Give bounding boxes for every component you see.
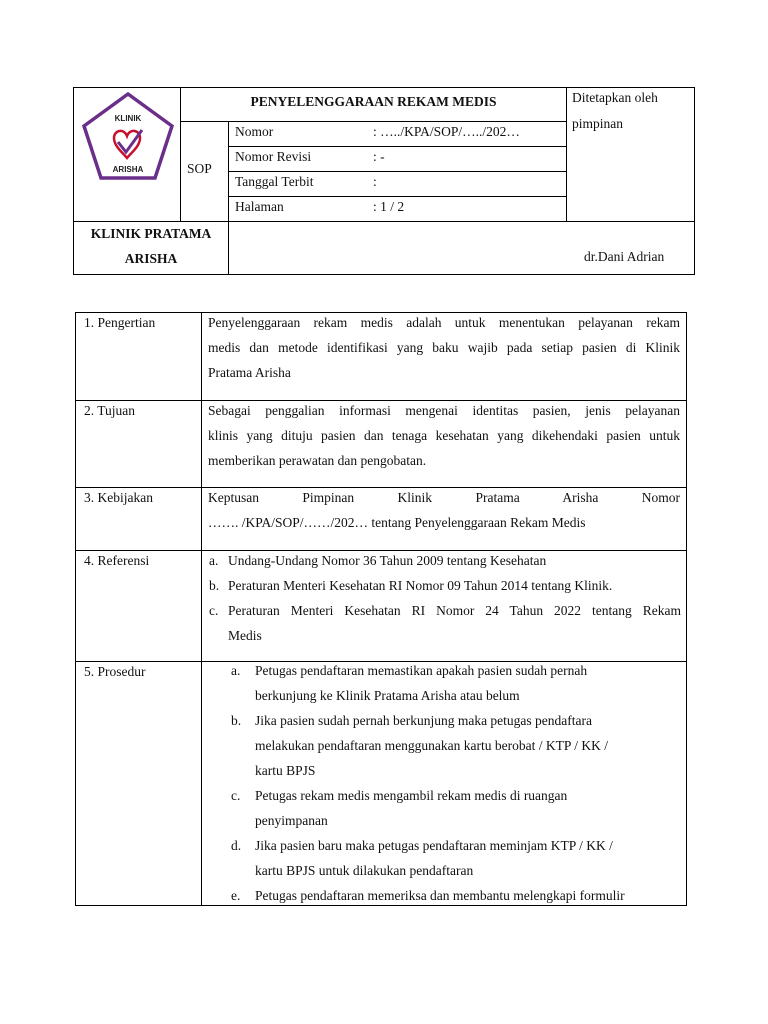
- document-title: PENYELENGGARAAN REKAM MEDIS: [250, 94, 497, 109]
- border: [686, 312, 687, 906]
- list-marker: b.: [209, 578, 220, 593]
- list-item: [231, 658, 681, 708]
- list-marker: a.: [209, 553, 219, 568]
- border: [228, 196, 567, 197]
- list-text: [228, 598, 681, 648]
- field-value-nomor: : …../KPA/SOP/…../202…: [373, 124, 520, 139]
- list-text: [255, 783, 567, 833]
- list-item: [231, 833, 681, 883]
- text-line: Petugas rekam medis mengambil rekam medis di ruangan: [255, 788, 568, 803]
- border: [201, 312, 202, 906]
- text-line: Sebagai penggalian informasi mengenai identitas pasien, jenis pelayanan: [208, 403, 680, 418]
- text-line: Medis: [228, 628, 262, 643]
- border: [73, 274, 695, 275]
- list-text: [255, 708, 608, 783]
- list-text: [255, 658, 587, 708]
- section-label-prosedur: 5. Prosedur: [84, 664, 146, 679]
- text-line: Undang-Undang Nomor 36 Tahun 2009 tentang Kesehatan: [228, 553, 547, 568]
- section-text-tujuan: [208, 398, 680, 473]
- signatory-name: dr.Dani Adrian: [584, 249, 665, 264]
- section-label-referensi: 4. Referensi: [84, 553, 150, 568]
- border: [75, 312, 76, 906]
- text-line: penyimpanan: [255, 813, 328, 828]
- list-text: [255, 833, 613, 883]
- list-item: [231, 883, 681, 905]
- text-line: Petugas pendaftaran memeriksa dan membantu melengkapi formulir: [255, 888, 625, 903]
- border: [73, 87, 695, 88]
- text-line: Peraturan Menteri Kesehatan RI Nomor 09 Tahun 2014 tentang Klinik.: [228, 578, 613, 593]
- field-label-nomor: Nomor: [235, 124, 274, 139]
- text-line: Peraturan Menteri Kesehatan RI Nomor 24 Tahun 2022 tentang Rekam: [228, 603, 681, 618]
- text-line: medis dan metode identifikasi yang baku wajib pada setiap pasien di Klinik: [208, 340, 680, 355]
- field-label-tanggal-terbit: Tanggal Terbit: [235, 174, 314, 189]
- logo-bottom-text: ARISHA: [112, 165, 144, 174]
- field-value-halaman: : 1 / 2: [373, 199, 405, 214]
- list-item: [231, 708, 681, 783]
- text-line: Pratama Arisha: [208, 365, 291, 380]
- section-text-kebijakan: [208, 485, 680, 535]
- list-item: [209, 573, 681, 598]
- section-text-pengertian: [208, 310, 680, 385]
- text-line: melakukan pendaftaran menggunakan kartu berobat / KTP / KK /: [255, 738, 609, 753]
- border: [75, 905, 687, 906]
- list-text: [228, 573, 612, 598]
- border: [180, 121, 567, 122]
- border: [228, 171, 567, 172]
- border: [228, 121, 229, 275]
- approval-label-2: pimpinan: [572, 116, 623, 131]
- list-marker: b.: [231, 713, 242, 728]
- clinic-name: KLINIK PRATAMA: [90, 226, 212, 241]
- clinic-logo: [80, 90, 176, 186]
- list-text: [255, 883, 625, 905]
- field-value-nomor-revisi: : -: [373, 149, 385, 164]
- text-line: berkunjung ke Klinik Pratama Arisha atau belum: [255, 688, 520, 703]
- section-label-pengertian: 1. Pengertian: [84, 315, 156, 330]
- section-label-kebijakan: 3. Kebijakan: [84, 490, 153, 505]
- list-marker: e.: [231, 888, 241, 903]
- sop-label: SOP: [187, 161, 212, 176]
- text-line: Jika pasien sudah pernah berkunjung maka petugas pendaftara: [255, 713, 593, 728]
- list-item: [209, 548, 681, 573]
- text-line: Jika pasien baru maka petugas pendaftaran meminjam KTP / KK /: [255, 838, 613, 853]
- text-line: Penyelenggaraan rekam medis adalah untuk menentukan pelayanan rekam: [208, 315, 680, 330]
- field-label-nomor-revisi: Nomor Revisi: [235, 149, 312, 164]
- text-line: Petugas pendaftaran memastikan apakah pasien sudah pernah: [255, 663, 588, 678]
- list-marker: d.: [231, 838, 242, 853]
- list-text: [228, 548, 546, 573]
- list-marker: c.: [231, 788, 241, 803]
- field-value-tanggal-terbit: :: [373, 174, 377, 189]
- text-line: klinis yang dituju pasien dan tenaga kesehatan yang dikehendaki pasien untuk: [208, 428, 680, 443]
- list-marker: a.: [231, 663, 241, 678]
- border: [73, 87, 74, 275]
- list-marker: c.: [209, 603, 219, 618]
- field-label-halaman: Halaman: [235, 199, 284, 214]
- section-label-tujuan: 2. Tujuan: [84, 403, 136, 418]
- border: [694, 87, 695, 275]
- list-item: [231, 783, 681, 833]
- text-line: Keptusan Pimpinan Klinik Pratama Arisha Nomor: [208, 490, 680, 505]
- border: [228, 146, 567, 147]
- clinic-name-2: ARISHA: [124, 251, 178, 266]
- list-item: [209, 598, 681, 648]
- border: [566, 87, 567, 221]
- border: [73, 221, 695, 222]
- text-line: memberikan perawatan dan pengobatan.: [208, 453, 427, 468]
- logo-top-text: KLINIK: [114, 114, 142, 123]
- text-line: ……. /KPA/SOP/……/202… tentang Penyelenggaraan Rekam Medis: [208, 515, 586, 530]
- approval-label: Ditetapkan oleh: [572, 90, 658, 105]
- text-line: kartu BPJS: [255, 763, 316, 778]
- text-line: kartu BPJS untuk dilakukan pendaftaran: [255, 863, 474, 878]
